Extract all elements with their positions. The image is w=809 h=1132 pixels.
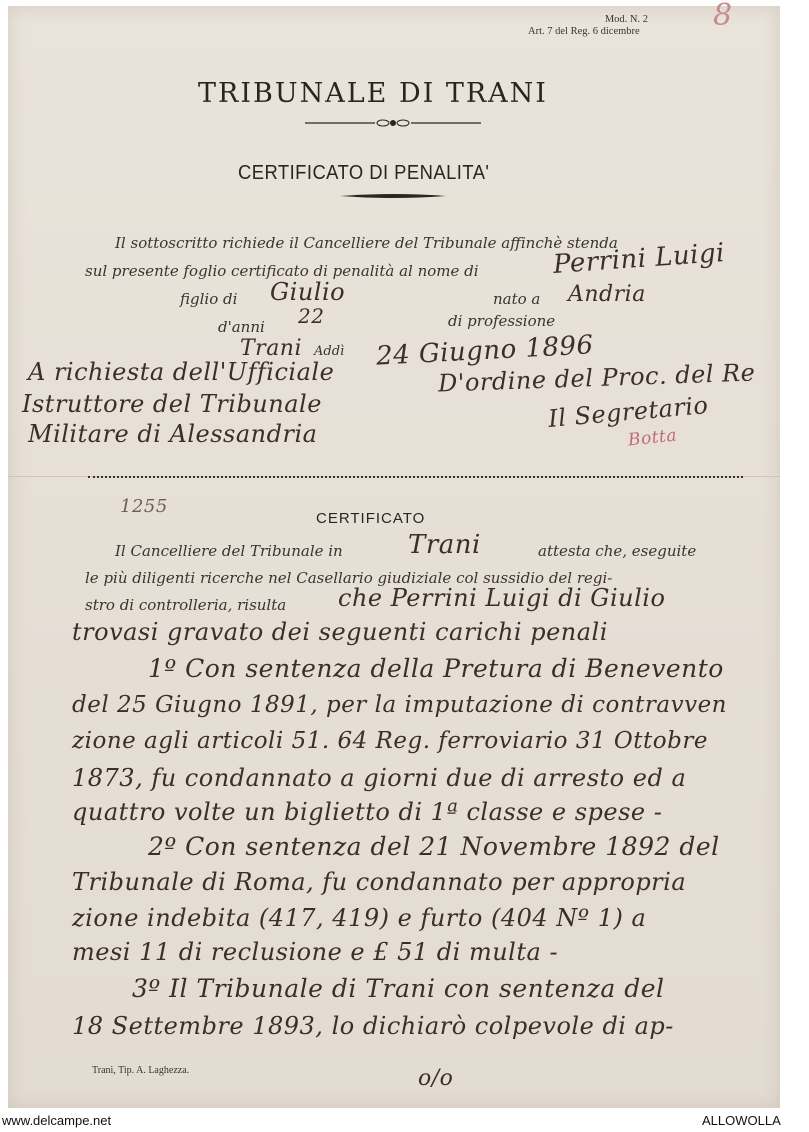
request-line-1: Il sottoscritto richiede il Cancelliere del Tribunale affinchè stenda bbox=[115, 234, 618, 252]
red-signature: Botta bbox=[627, 425, 678, 451]
certificate-sheet bbox=[8, 0, 780, 1108]
age-label: d'anni bbox=[218, 318, 265, 336]
secretary-signature: Il Segretario bbox=[547, 391, 710, 433]
request-note-line-3: Militare di Alessandria bbox=[28, 420, 318, 448]
request-note-line-1: A richiesta dell'Ufficiale bbox=[28, 358, 335, 386]
handwritten-line: 3º Il Tribunale di Trani con sentenza del bbox=[132, 974, 665, 1003]
certificate-place: Trani bbox=[408, 530, 481, 560]
handwritten-line: quattro volte un biglietto di 1ª classe e spese - bbox=[72, 798, 663, 826]
request-place: Trani bbox=[240, 336, 303, 361]
handwritten-line: 2º Con sentenza del 21 Novembre 1892 del bbox=[148, 832, 720, 861]
order-line: D'ordine del Proc. del Re bbox=[437, 358, 756, 398]
handwritten-line: zione indebita (417, 419) e furto (404 Nº 1) a bbox=[72, 904, 647, 932]
birthplace-label: nato a bbox=[493, 290, 541, 308]
age-value: 22 bbox=[298, 304, 325, 328]
document-subtitle: CERTIFICATO DI PENALITA' bbox=[238, 162, 490, 184]
certificate-intro: Il Cancelliere del Tribunale in bbox=[115, 542, 343, 560]
request-date: 24 Giugno 1896 bbox=[375, 330, 595, 372]
request-line-2: sul presente foglio certificato di penalità al nome di bbox=[85, 262, 479, 280]
handwritten-line: trovasi gravato dei seguenti carichi penali bbox=[72, 618, 608, 646]
certificate-intro-suffix: attesta che, eseguite bbox=[538, 542, 697, 560]
regulation-reference: Art. 7 del Reg. 6 dicembre bbox=[528, 26, 640, 37]
person-name: Perrini Luigi bbox=[552, 238, 726, 280]
corner-mark: 8 bbox=[713, 0, 733, 33]
request-note-line-2: Istruttore del Tribunale bbox=[22, 390, 322, 418]
handwritten-line: 1º Con sentenza della Pretura di Benevento bbox=[148, 654, 724, 683]
father-label: figlio di bbox=[180, 290, 238, 308]
handwritten-line: Tribunale di Roma, fu condannato per appropria bbox=[72, 868, 687, 896]
form-number: Mod. N. 2 bbox=[604, 14, 648, 25]
birthplace: Andria bbox=[568, 282, 646, 307]
printer-credit: Trani, Tip. A. Laghezza. bbox=[92, 1065, 190, 1076]
watermark-right: ALLOWOLLA bbox=[702, 1113, 781, 1128]
handwritten-line: 1873, fu condannato a giorni due di arresto ed a bbox=[72, 764, 687, 792]
watermark-left: www.delcampe.net bbox=[2, 1113, 112, 1128]
certificate-number: 1255 bbox=[120, 496, 168, 517]
handwritten-line: mesi 11 di reclusione e £ 51 di multa - bbox=[72, 938, 559, 966]
continuation-mark: o/o bbox=[418, 1066, 454, 1091]
father-name: Giulio bbox=[270, 278, 346, 306]
certificate-heading: CERTIFICATO bbox=[316, 510, 426, 527]
certificate-line-2: le più diligenti ricerche nel Casellario giudiziale col sussidio del regi- bbox=[85, 569, 613, 587]
ornament-divider bbox=[303, 116, 483, 130]
subtitle-rule bbox=[338, 192, 448, 200]
handwritten-line: 18 Settembre 1893, lo dichiarò colpevole di ap- bbox=[72, 1012, 674, 1040]
page-title: TRIBUNALE DI TRANI bbox=[198, 78, 548, 109]
certificate-line-3: stro di controlleria, risulta bbox=[85, 596, 287, 614]
addi-label: Addì bbox=[314, 344, 345, 359]
certificate-subject: che Perrini Luigi di Giulio bbox=[338, 584, 666, 612]
handwritten-line: del 25 Giugno 1891, per la imputazione di contravven bbox=[72, 692, 727, 718]
section-divider bbox=[88, 476, 743, 478]
profession-label: di professione bbox=[448, 312, 556, 330]
handwritten-line: zione agli articoli 51. 64 Reg. ferroviario 31 Ottobre bbox=[72, 728, 708, 754]
